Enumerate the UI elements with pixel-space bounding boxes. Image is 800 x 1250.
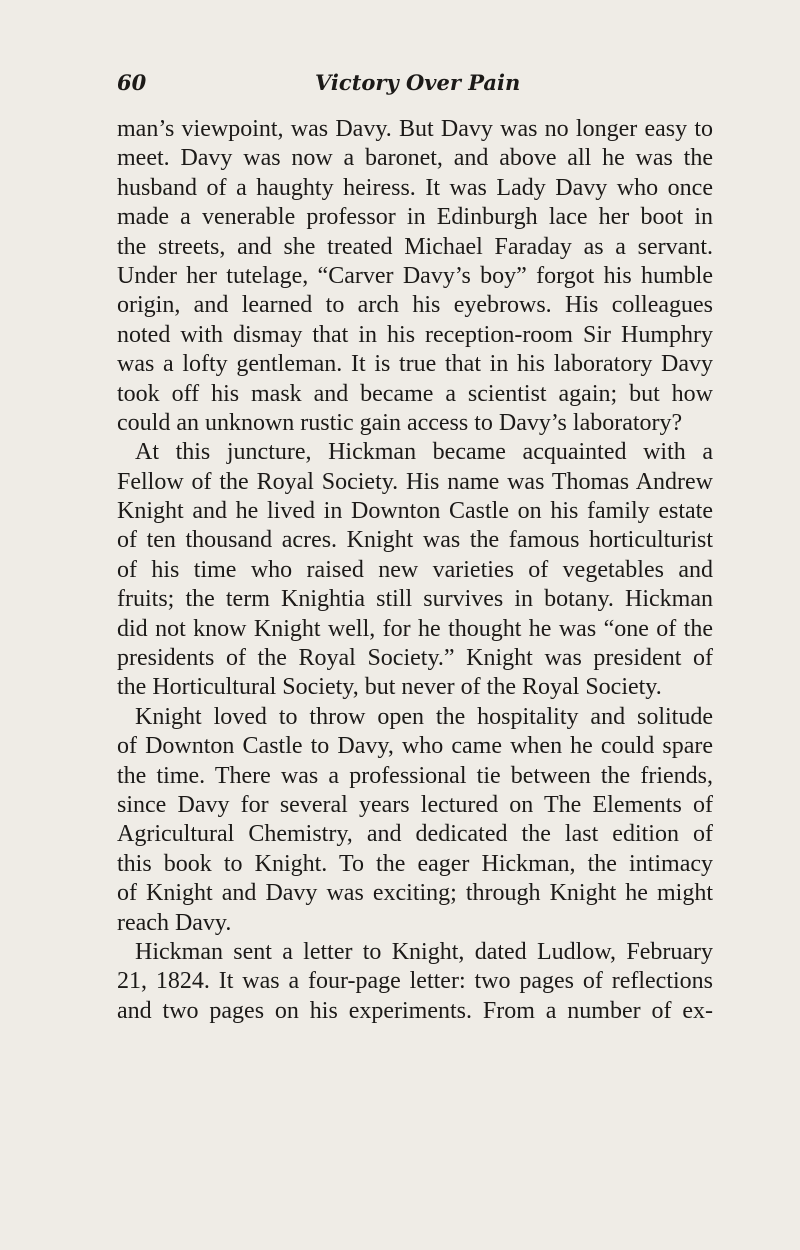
text-line: man’s viewpoint, was Davy. But Davy was no longer easy to <box>117 116 713 142</box>
text-line: reach Davy. <box>117 909 232 936</box>
text-line: Knight loved to throw open the hospitality and solitude <box>135 703 713 730</box>
text-line: Hickman sent a letter to Knight, dated Ludlow, February <box>135 938 713 965</box>
text-line: was a lofty gentleman. It is true that in his laboratory Davy <box>117 351 713 378</box>
page-number: 60 <box>117 70 147 95</box>
text-line: origin, and learned to arch his eyebrows. His colleagues <box>117 292 713 319</box>
text-line: made a venerable professor in Edinburgh lace her boot in <box>117 204 713 231</box>
text-line: the time. There was a professional tie between the friends, <box>117 762 713 789</box>
text-line: of ten thousand acres. Knight was the famous horticulturist <box>117 527 713 554</box>
body-text <box>117 115 713 1026</box>
text-line: took off his mask and became a scientist again; but how <box>117 380 713 407</box>
text-line: Agricultural Chemistry, and dedicated the last edition of <box>117 821 713 848</box>
text-line: Under her tutelage, “Carver Davy’s boy” forgot his humble <box>117 262 713 289</box>
text-line: noted with dismay that in his reception-room Sir Humphry <box>117 321 713 348</box>
text-line: presidents of the Royal Society.” Knight was president of <box>117 645 713 672</box>
text-line: fruits; the term Knightia still survives in botany. Hickman <box>117 586 713 613</box>
text-line: of Knight and Davy was exciting; through Knight he might <box>117 880 713 907</box>
text-line: since Davy for several years lectured on The Elements of <box>117 791 713 818</box>
text-line: could an unknown rustic gain access to Davy’s laboratory? <box>117 409 683 436</box>
text-line: this book to Knight. To the eager Hickman, the intimacy <box>117 850 713 877</box>
text-line: At this juncture, Hickman became acquainted with a <box>135 439 713 466</box>
text-line: Fellow of the Royal Society. His name was Thomas Andrew <box>117 468 713 495</box>
text-line: and two pages on his experiments. From a number of ex- <box>117 997 713 1024</box>
running-title: Victory Over Pain <box>315 70 521 95</box>
text-line: meet. Davy was now a baronet, and above all he was the <box>117 145 713 172</box>
text-line: husband of a haughty heiress. It was Lady Davy who once <box>117 174 713 201</box>
page-header <box>117 70 713 100</box>
text-line: Knight and he lived in Downton Castle on his family estate <box>117 498 713 525</box>
text-line: did not know Knight well, for he thought he was “one of the <box>117 615 713 642</box>
text-line: of his time who raised new varieties of vegetables and <box>117 556 713 583</box>
text-line: 21, 1824. It was a four-page letter: two pages of reflections <box>117 968 713 995</box>
text-line: the Horticultural Society, but never of the Royal Society. <box>117 674 662 701</box>
text-line: the streets, and she treated Michael Faraday as a servant. <box>117 233 713 260</box>
text-line: of Downton Castle to Davy, who came when he could spare <box>117 733 713 760</box>
